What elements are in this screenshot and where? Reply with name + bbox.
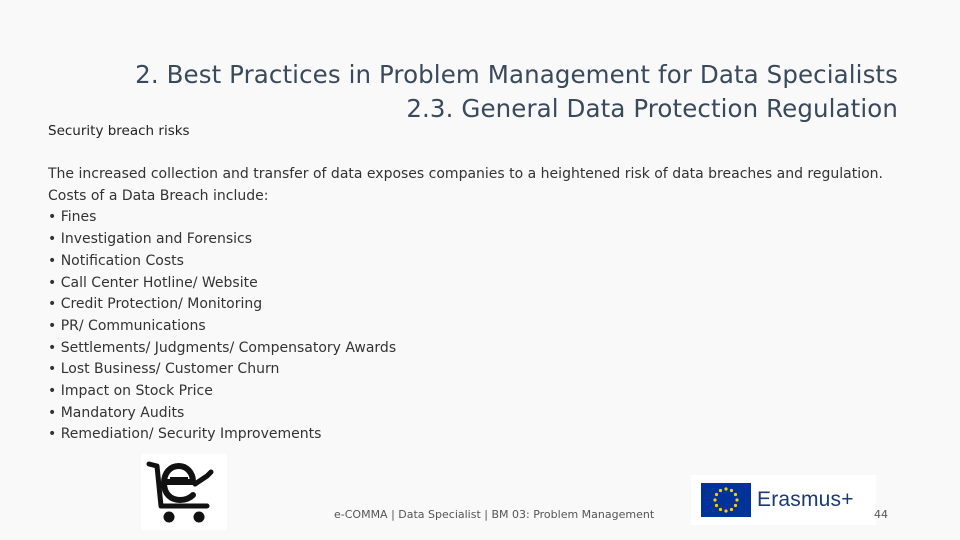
slide-title [38, 58, 898, 126]
list-item: • Fines [48, 209, 97, 226]
costs-heading: Costs of a Data Breach include: [48, 187, 269, 204]
list-item: • Mandatory Audits [48, 404, 185, 421]
list-item: • Impact on Stock Price [48, 383, 213, 400]
title-line-1: 2. Best Practices in Problem Management for Data Specialists [135, 60, 898, 89]
erasmus-label: Erasmus+ [757, 488, 854, 511]
list-item: • Investigation and Forensics [48, 231, 253, 248]
list-item: • PR/ Communications [48, 317, 206, 334]
slide-body [48, 164, 928, 446]
costs-list [48, 207, 928, 446]
ecomma-cart-logo [141, 454, 227, 530]
cart-e-icon [141, 454, 227, 530]
list-item: • Lost Business/ Customer Churn [48, 361, 280, 378]
list-item: • Call Center Hotline/ Website [48, 274, 258, 291]
page-number: 44 [874, 508, 888, 521]
eu-flag-icon [701, 483, 751, 517]
erasmus-logo [691, 475, 876, 525]
list-item: • Notification Costs [48, 252, 184, 269]
eu-stars [701, 483, 751, 517]
section-subheading: Security breach risks [48, 123, 190, 139]
intro-paragraph: The increased collection and transfer of data exposes companies to a heightened risk of data breaches and regulation. [48, 166, 883, 182]
list-item: • Remediation/ Security Improvements [48, 426, 322, 443]
list-item: • Settlements/ Judgments/ Compensatory Awards [48, 339, 397, 356]
footer-text: e-COMMA | Data Specialist | BM 03: Problem Management [334, 508, 655, 521]
list-item: • Credit Protection/ Monitoring [48, 296, 263, 313]
title-line-2: 2.3. General Data Protection Regulation [406, 94, 898, 123]
